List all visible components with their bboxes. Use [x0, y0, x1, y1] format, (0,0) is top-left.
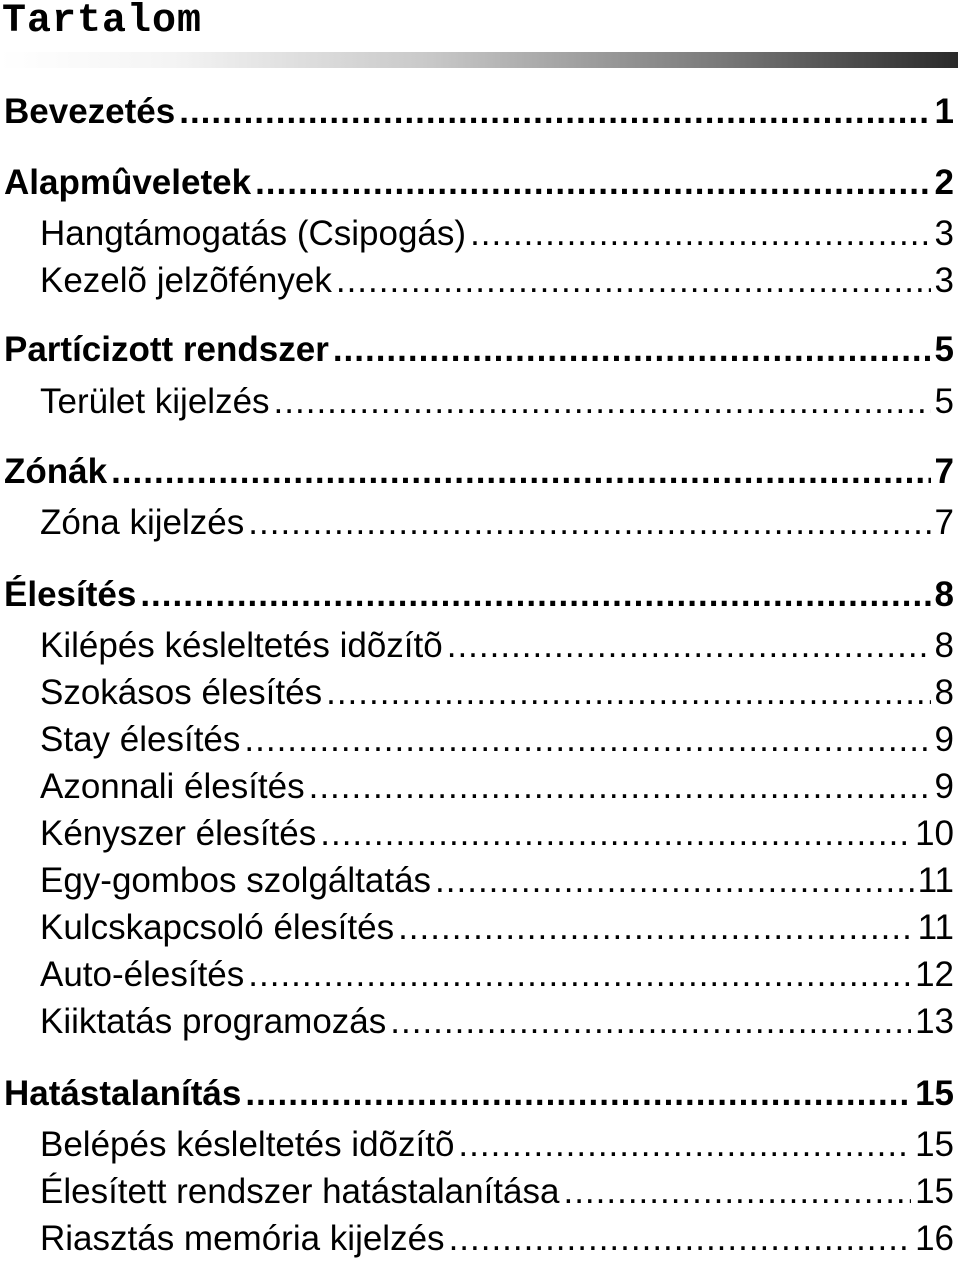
toc-entry-page: 15 — [915, 1125, 954, 1164]
dot-leader — [111, 452, 930, 492]
toc-entry-label: Bevezetés — [4, 92, 176, 131]
dot-leader — [140, 575, 930, 615]
toc-entry-page: 9 — [934, 720, 954, 759]
toc-entry-label: Terület kijelzés — [40, 382, 270, 421]
toc-entry-label: Kiiktatás programozás — [40, 1002, 387, 1041]
toc-entry-label: Élesített rendszer hatástalanítása — [40, 1172, 560, 1211]
toc-entry-label: Kilépés késleltetés idõzítõ — [40, 626, 443, 665]
toc-entry-label: Partícizott rendszer — [4, 330, 329, 369]
toc-subentry[interactable] — [0, 1219, 954, 1265]
toc-entry-label: Zónák — [4, 452, 108, 491]
toc-entry-label: Auto-élesítés — [40, 955, 245, 994]
toc-entry-label: Riasztás memória kijelzés — [40, 1219, 445, 1258]
toc-subentry[interactable] — [0, 261, 954, 307]
toc-entry-page: 15 — [915, 1074, 954, 1113]
dot-leader — [458, 1125, 911, 1165]
page-title: Tartalom — [2, 0, 203, 44]
toc-entry-page: 11 — [917, 861, 954, 900]
toc-entry-label: Alapmûveletek — [4, 163, 252, 202]
dot-leader — [248, 503, 930, 543]
toc-entry-page: 13 — [915, 1002, 954, 1041]
toc-subentry[interactable] — [0, 1125, 954, 1171]
toc-subentry[interactable] — [0, 673, 954, 719]
dot-leader — [435, 861, 914, 901]
toc-subentry[interactable] — [0, 814, 954, 860]
toc-entry-page: 9 — [934, 767, 954, 806]
toc-entry-label: Hangtámogatás (Csipogás) — [40, 214, 467, 253]
dot-leader — [336, 261, 931, 301]
toc-subentry[interactable] — [0, 503, 954, 549]
dot-leader — [447, 626, 931, 666]
toc-entry[interactable] — [0, 1074, 954, 1120]
toc-entry-page: 16 — [915, 1219, 954, 1258]
toc-entry-label: Stay élesítés — [40, 720, 241, 759]
toc-subentry[interactable] — [0, 861, 954, 907]
toc-entry-label: Kényszer élesítés — [40, 814, 317, 853]
toc-subentry[interactable] — [0, 908, 954, 954]
toc-entry[interactable] — [0, 163, 954, 209]
dot-leader — [244, 720, 930, 760]
toc-entry-page: 8 — [934, 673, 954, 712]
toc-subentry[interactable] — [0, 955, 954, 1001]
dot-leader — [320, 814, 911, 854]
toc-entry-page: 8 — [934, 626, 954, 665]
dot-leader — [255, 163, 930, 203]
toc-entry[interactable] — [0, 330, 954, 376]
dot-leader — [470, 214, 930, 254]
toc-entry-label: Zóna kijelzés — [40, 503, 245, 542]
toc-subentry[interactable] — [0, 214, 954, 260]
toc-entry-page: 15 — [915, 1172, 954, 1211]
toc-entry-page: 3 — [934, 214, 954, 253]
dot-leader — [309, 767, 931, 807]
toc-entry-label: Belépés késleltetés idõzítõ — [40, 1125, 455, 1164]
toc-entry-label: Élesítés — [4, 575, 137, 614]
toc-entry-label: Kulcskapcsoló élesítés — [40, 908, 395, 947]
toc-subentry[interactable] — [0, 1172, 954, 1218]
dot-leader — [333, 330, 931, 370]
toc-entry-page: 8 — [934, 575, 954, 614]
toc-entry-page: 11 — [917, 908, 954, 947]
dot-leader — [179, 92, 930, 132]
toc-entry-page: 10 — [915, 814, 954, 853]
toc-entry-page: 3 — [934, 261, 954, 300]
dot-leader — [563, 1172, 911, 1212]
toc-entry-page: 7 — [934, 503, 954, 542]
toc-entry-page: 12 — [915, 955, 954, 994]
toc-entry-label: Hatástalanítás — [4, 1074, 242, 1113]
toc-entry-page: 5 — [934, 330, 954, 369]
toc-entry-page: 1 — [934, 92, 954, 131]
toc-entry[interactable] — [0, 575, 954, 621]
toc-entry[interactable] — [0, 452, 954, 498]
toc-entry-label: Kezelõ jelzõfények — [40, 261, 332, 300]
dot-leader — [326, 673, 930, 713]
toc-entry-label: Azonnali élesítés — [40, 767, 305, 806]
toc-entry-page: 5 — [934, 382, 954, 421]
title-gradient-rule — [0, 52, 958, 68]
toc-entry-label: Egy-gombos szolgáltatás — [40, 861, 432, 900]
dot-leader — [390, 1002, 911, 1042]
toc-subentry[interactable] — [0, 626, 954, 672]
toc-entry-label: Szokásos élesítés — [40, 673, 323, 712]
dot-leader — [248, 955, 911, 995]
toc-subentry[interactable] — [0, 1002, 954, 1048]
toc-entry-page: 2 — [934, 163, 954, 202]
dot-leader — [245, 1074, 911, 1114]
dot-leader — [274, 382, 931, 422]
toc-subentry[interactable] — [0, 382, 954, 428]
dot-leader — [449, 1219, 912, 1259]
dot-leader — [398, 908, 914, 948]
toc-entry-page: 7 — [934, 452, 954, 491]
toc-entry[interactable] — [0, 92, 954, 138]
toc-subentry[interactable] — [0, 720, 954, 766]
toc-subentry[interactable] — [0, 767, 954, 813]
